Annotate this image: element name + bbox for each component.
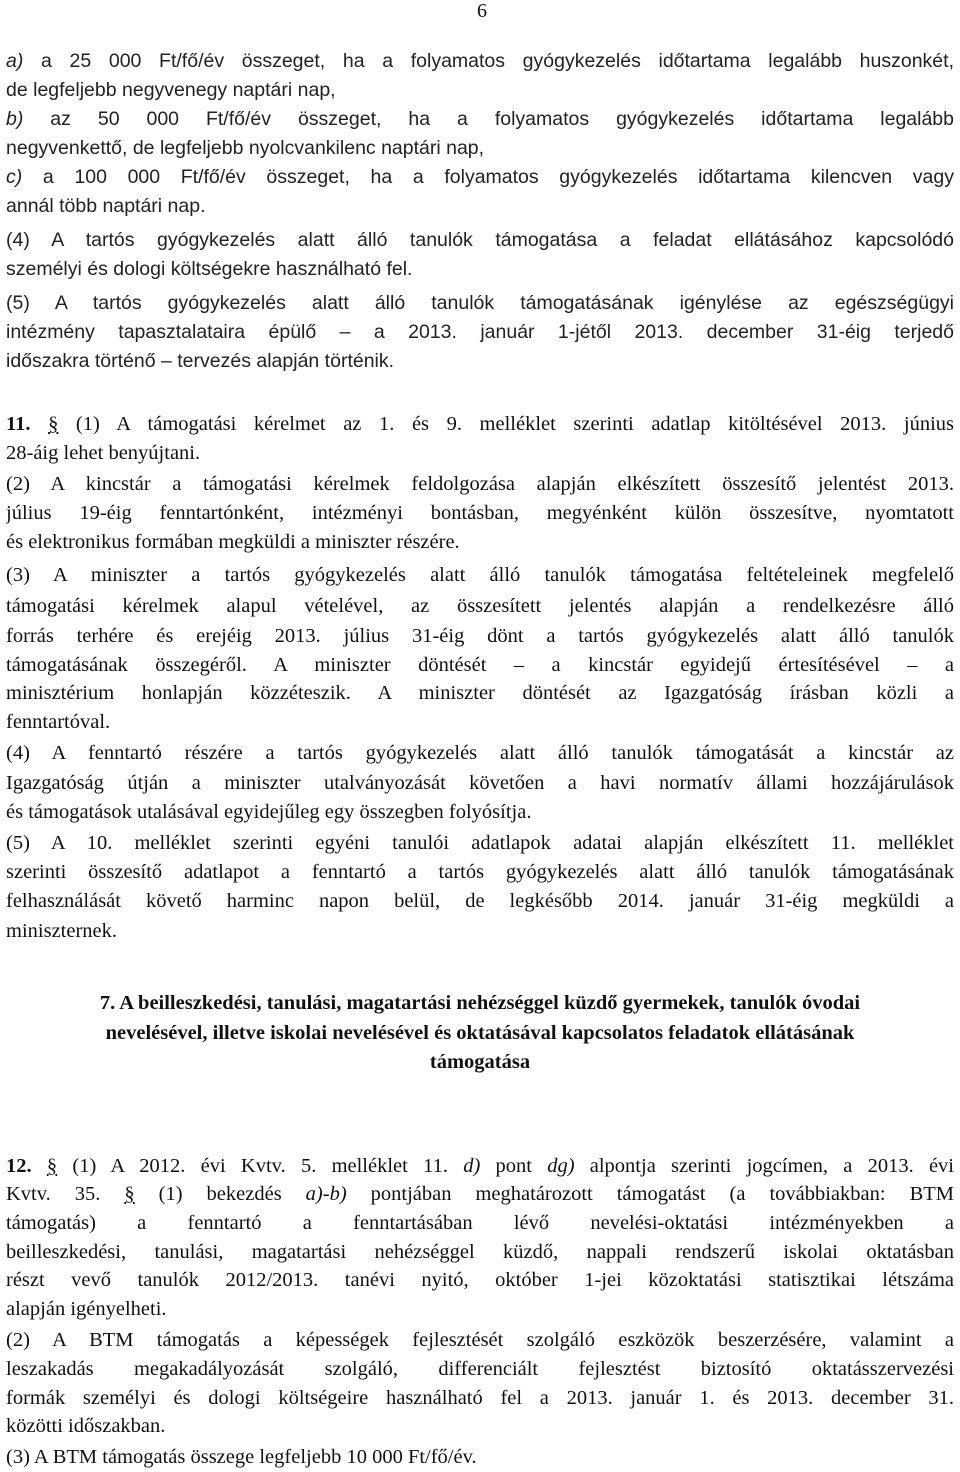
text-line: [6, 134, 954, 163]
text-segment: (5) A 10. melléklet szerinti egyéni tanulói adatlapok adatai alapján elkészített 11. melléklet: [6, 832, 954, 854]
text-line: [6, 76, 954, 105]
text-line: [6, 887, 954, 916]
text-segment: 7. A beilleszkedési, tanulási, magatartási nehézséggel küzdő gyermekek, tanulók óvodai: [99, 992, 861, 1014]
text-line: [6, 1443, 954, 1472]
text-segment: pontjában meghatározott támogatást (a továbbiakban: BTM: [346, 1183, 954, 1205]
text-line: [6, 226, 954, 255]
text-segment: alpontja szerinti jogcímen, a 2013. évi: [574, 1155, 954, 1177]
text-line: [6, 858, 954, 887]
text-segment: de legfeljebb negyvenegy naptári nap,: [6, 79, 336, 101]
text-segment: támogatásának összegéről. A miniszter döntését – a kincstár egyidejű értesítésével – a: [6, 654, 954, 676]
text-line: [6, 739, 954, 768]
text-segment: személyi és dologi költségekre használható fel.: [6, 258, 413, 280]
text-line: [6, 1266, 954, 1295]
text-segment: b): [6, 108, 24, 130]
text-segment: közötti időszakban.: [6, 1415, 166, 1437]
text-line: [6, 439, 954, 468]
section-sign: §: [124, 1183, 135, 1205]
text-segment: szerinti összesítő adatlapot a fenntartó a tartós gyógykezelés alatt álló tanulók támogatásának: [6, 861, 954, 883]
text-line: [6, 1238, 954, 1267]
text-segment: minisztérium honlapján közzéteszik. A miniszter döntését az Igazgatóság írásban közli a: [6, 682, 954, 704]
text-segment: július 19-éig fenntartónként, intézményi bontásban, megyénként külön összesítve, nyomtatott: [6, 502, 954, 524]
text-segment: időszakra történő – tervezés alapján történik.: [6, 350, 395, 372]
text-segment: támogatása: [429, 1051, 531, 1073]
text-line: [6, 470, 954, 499]
text-line: [6, 592, 954, 621]
text-line: [6, 255, 954, 284]
text-line: [6, 289, 954, 318]
text-line: [6, 829, 954, 858]
text-line: [6, 708, 954, 737]
text-segment: és támogatások utalásával egyidejűleg egy összegben folyósítja.: [6, 801, 532, 823]
text-segment: alapján igényelheti.: [6, 1298, 167, 1320]
text-line: [6, 410, 954, 439]
text-line: [6, 989, 954, 1018]
text-segment: (5) A tartós gyógykezelés alatt álló tanulók támogatásának igénylése az egészségügyi: [6, 292, 954, 314]
section-sign: §: [48, 413, 59, 435]
text-segment: támogatási kérelmek alapul vételével, az összesített jelentés alapján a rendelkezésre álló: [6, 595, 954, 617]
text-segment: (2) A kincstár a támogatási kérelmek feldolgozása alapján elkészített összesítő jelentést 2013.: [6, 473, 954, 495]
text-segment: Igazgatóság útján a miniszter utalványozását követően a havi normatív állami hozzájárulások: [6, 772, 954, 794]
text-segment: forrás terhére és erejéig 2013. július 31-éig dönt a tartós gyógykezelés alatt álló tanulók: [6, 625, 954, 647]
text-segment: a 25 000 Ft/fő/év összeget, ha a folyamatos gyógykezelés időtartama legalább huszonkét,: [23, 50, 954, 72]
text-line: [6, 679, 954, 708]
text-segment: intézmény tapasztalataira épülő – a 2013. január 1-jétől 2013. december 31-éig terjedő: [6, 321, 954, 343]
text-segment: felhasználását követő harminc napon belül, de legkésőbb 2014. január 31-éig megküldi a: [6, 890, 954, 912]
text-segment: dg): [547, 1155, 575, 1177]
text-segment: és elektronikus formában megküldi a miniszter részére.: [6, 531, 460, 553]
text-line: [6, 528, 954, 557]
text-segment: a 100 000 Ft/fő/év összeget, ha a folyamatos gyógykezelés időtartama kilencven vagy: [22, 166, 954, 188]
text-segment: az 50 000 Ft/fő/év összeget, ha a folyamatos gyógykezelés időtartama legalább: [23, 108, 954, 130]
text-line: [6, 1412, 954, 1441]
text-segment: annál több naptári nap.: [6, 195, 206, 217]
text-segment: a)-b): [305, 1183, 347, 1205]
text-line: [6, 1326, 954, 1355]
text-line: [6, 1209, 954, 1238]
text-line: [6, 622, 954, 651]
text-segment: formák személyi és dologi költségeire használható fel a 2013. január 1. és 2013. december 31.: [6, 1387, 954, 1409]
text-line: [6, 561, 954, 590]
text-line: [6, 1152, 954, 1181]
text-line: [6, 318, 954, 347]
text-segment: támogatás) a fenntartó a fenntartásában lévő nevelési-oktatási intézményekben a: [6, 1212, 954, 1234]
section-sign: §: [46, 1155, 58, 1177]
text-segment: fenntartóval.: [6, 711, 111, 733]
text-line: [6, 1295, 954, 1324]
text-segment: pont: [480, 1155, 548, 1177]
page-number: 6: [477, 0, 487, 22]
text-line: [6, 499, 954, 528]
text-line: [6, 917, 954, 946]
text-line: [6, 1048, 954, 1077]
text-line: [6, 1019, 954, 1048]
text-line: [6, 163, 954, 192]
text-segment: a): [6, 50, 24, 72]
text-line: [6, 1355, 954, 1384]
text-line: [6, 651, 954, 680]
text-line: [6, 798, 954, 827]
text-segment: részt vevő tanulók 2012/2013. tanévi nyitó, október 1-jei közoktatási statisztikai létszáma: [6, 1269, 954, 1291]
text-segment: negyvenkettő, de legfeljebb nyolcvankilenc naptári nap,: [6, 137, 485, 159]
text-segment: d): [463, 1155, 481, 1177]
text-line: [6, 47, 954, 76]
text-segment: Kvtv. 35.: [6, 1183, 125, 1205]
text-line: [6, 1180, 954, 1209]
text-segment: beilleszkedési, tanulási, magatartási nehézséggel küzdő, nappali rendszerű iskolai oktatásban: [6, 1241, 954, 1263]
text-segment: 28-áig lehet benyújtani.: [6, 442, 201, 464]
text-segment: (3) A miniszter a tartós gyógykezelés alatt álló tanulók támogatása feltételeinek megfelelő: [6, 564, 954, 586]
text-segment: (1) A támogatási kérelmet az 1. és 9. melléklet szerinti adatlap kitöltésével 2013. június: [58, 413, 954, 435]
text-segment: (1) bekezdés: [134, 1183, 306, 1205]
text-segment: (4) A tartós gyógykezelés alatt álló tanulók támogatása a feladat ellátásához kapcsolódó: [6, 229, 954, 251]
text-segment: [31, 413, 49, 435]
text-segment: (1) A 2012. évi Kvtv. 5. melléklet 11.: [57, 1155, 464, 1177]
text-line: [6, 105, 954, 134]
text-segment: nevelésével, illetve iskolai nevelésével és oktatásával kapcsolatos feladatok ellátásának: [105, 1022, 855, 1044]
text-segment: 12.: [6, 1155, 32, 1177]
text-segment: [32, 1155, 47, 1177]
text-segment: leszakadás megakadályozását szolgáló, differenciált fejlesztést biztosító oktatásszervezési: [6, 1358, 954, 1380]
text-segment: c): [6, 166, 23, 188]
text-segment: (3) A BTM támogatás összege legfeljebb 10 000 Ft/fő/év.: [6, 1446, 477, 1468]
text-segment: (4) A fenntartó részére a tartós gyógykezelés alatt álló tanulók támogatását a kincstár az: [6, 742, 954, 764]
text-line: [6, 1384, 954, 1413]
text-line: [6, 769, 954, 798]
text-segment: (2) A BTM támogatás a képességek fejlesztését szolgáló eszközök beszerzésére, valamint a: [6, 1329, 954, 1351]
text-segment: 11.: [6, 413, 31, 435]
text-line: [6, 347, 954, 376]
text-segment: miniszternek.: [6, 920, 118, 942]
text-line: [6, 192, 954, 221]
